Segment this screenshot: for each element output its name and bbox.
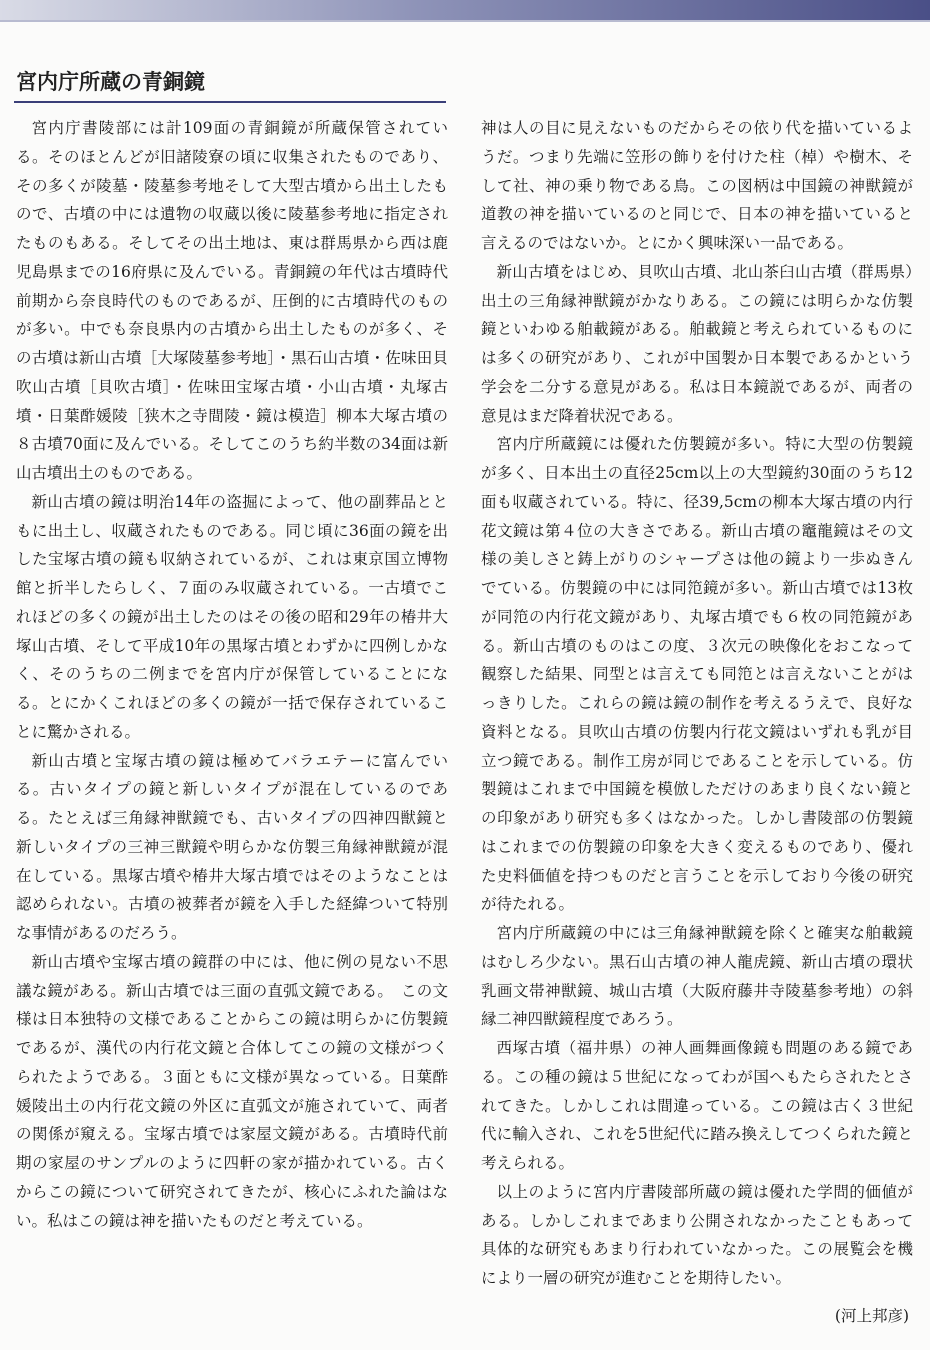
page-title: 宮内庁所蔵の青銅鏡 <box>16 70 205 94</box>
right-column <box>481 114 913 1293</box>
top-band-divider <box>0 20 930 22</box>
paragraph: 新山古墳をはじめ、貝吹山古墳、北山茶臼山古墳（群馬県）出土の三角縁神獣鏡がかなりある。この鏡には明らかな仿製鏡といわゆる舶載鏡がある。舶載鏡と考えられているものには多くの研究があり、これが中国製か日本製であるかという学会を二分する意見がある。私は日本鏡説であるが、両者の意見はまだ降着状況である。 <box>481 262 913 425</box>
paragraph: 新山古墳と宝塚古墳の鏡は極めてバラエテーに富んでいる。古いタイプの鏡と新しいタイプが混在しているのである。たとえば三角縁神獣鏡でも、古いタイプの四神四獣鏡と新しいタイプの三神三獣鏡や明らかな仿製三角縁神獣鏡が混在している。黒塚古墳や椿井大塚古墳ではそのようなことは認められない。古墳の被葬者が鏡を入手した経緯ついて特別な事情があるのだろう。 <box>16 751 448 942</box>
title-underline <box>14 101 446 103</box>
paragraph: 以上のように宮内庁書陵部所蔵の鏡は優れた学問的価値がある。しかしこれまであまり公開されなかったこともあって具体的な研究もあまり行われていなかった。この展覧会を機により一層の研究が進むことを期待したい。 <box>481 1182 913 1287</box>
top-decorative-band <box>0 0 930 20</box>
paragraph: 新山古墳や宝塚古墳の鏡群の中には、他に例の見ない不思議な鏡がある。新山古墳では三面の直弧文鏡である。 この文様は日本独特の文様であることからこの鏡は明らかに仿製鏡であるが、漢代の内行花文鏡と合体してこの鏡の文様がつくられたようである。３面ともに文様が異なっている。日葉酢媛陵出土の内行花文鏡の外区に直弧文が施されていて、両者の関係が窺える。宝塚古墳では家屋文鏡がある。古墳時代前期の家屋のサンプルのように四軒の家が描かれている。古くからこの鏡について研究されてきたが、核心にふれた論はない。私はこの鏡は神を描いたものだと考えている。 <box>16 952 448 1230</box>
author-credit: (河上邦彦) <box>834 1307 909 1325</box>
left-column <box>16 114 448 1235</box>
paragraph: 宮内庁所蔵鏡の中には三角縁神獣鏡を除くと確実な舶載鏡はむしろ少ない。黒石山古墳の神人龍虎鏡、新山古墳の環状乳画文帯神獣鏡、城山古墳（大阪府藤井寺陵墓参考地）の斜縁二神四獣鏡程度であろう。 <box>481 924 913 1029</box>
paragraph: 西塚古墳（福井県）の神人画舞画像鏡も問題のある鏡である。この種の鏡は５世紀になってわが国へもたらされたとされてきた。しかしこれは間違っている。この鏡は古く３世紀代に輸入され、これを5世紀代に踏み換えしてつくられた鏡と考えられる。 <box>481 1039 913 1172</box>
paragraph: 新山古墳の鏡は明治14年の盗掘によって、他の副葬品とともに出土し、収蔵されたものである。同じ頃に36面の鏡を出した宝塚古墳の鏡も収納されているが、これは東京国立博物館と折半したらしく、７面のみ収蔵されている。一古墳でこれほどの多くの鏡が出土したのはその後の昭和29年の椿井大塚山古墳、そして平成10年の黒塚古墳とわずかに四例しかなく、そのうちの二例までを宮内庁が保管していることになる。とにかくこれほどの多くの鏡が一括で保存されていることに驚かされる。 <box>16 492 448 741</box>
paragraph-continuation: 神は人の目に見えないものだからその依り代を描いているようだ。つまり先端に笠形の飾りを付けた柱（棹）や樹木、そして社、神の乗り物である鳥。この図柄は中国鏡の神獣鏡が道教の神を描いているのと同じで、日本の神を描いていると言えるのではないか。とにかく興味深い一品である。 <box>481 119 913 252</box>
paragraph: 宮内庁所蔵鏡には優れた仿製鏡が多い。特に大型の仿製鏡が多く、日本出土の直径25cm以上の大型鏡約30面のうち12面も収蔵されている。特に、径39,5cmの柳本大塚古墳の内行花文鏡は第４位の大きさである。新山古墳の竈龍鏡はその文様の美しさと鋳上がりのシャープさは他の鏡より一歩ぬきんでている。仿製鏡の中には同笵鏡が多い。新山古墳では13枚が同笵の内行花文鏡があり、丸塚古墳でも６枚の同笵鏡がある。新山古墳のものはこの度、３次元の映像化をおこなって観察した結果、同型とは言えても同笵とは言えないことがはっきりした。これらの鏡は鏡の制作を考えるうえで、良好な資料となる。貝吹山古墳の仿製内行花文鏡はいずれも乳が目立つ鏡である。制作工房が同じであることを示している。仿製鏡はこれまで中国鏡を模倣しただけのあまり良くない鏡との印象があり研究も多くはなかった。しかし書陵部の仿製鏡はこれまでの仿製鏡の印象を大きく変えるものであり、優れた史料価値を持つものだと言うことを示しており今後の研究が待たれる。 <box>481 435 913 914</box>
paragraph: 宮内庁書陵部には計109面の青銅鏡が所蔵保管されている。そのほとんどが旧諸陵寮の頃に収集されたものであり、その多くが陵墓・陵墓参考地そして大型古墳から出土したもので、古墳の中には遺物の収蔵以後に陵墓参考地に指定されたものもある。そしてその出土地は、東は群馬県から西は鹿児島県までの16府県に及んでいる。青銅鏡の年代は古墳時代前期から奈良時代のものであるが、圧倒的に古墳時代のものが多い。中でも奈良県内の古墳から出土したものが多く、その古墳は新山古墳［大塚陵墓参考地］・黒石山古墳・佐味田貝吹山古墳［貝吹古墳］・佐味田宝塚古墳・小山古墳・丸塚古墳・日葉酢媛陵［狭木之寺間陵・鏡は模造］柳本大塚古墳の８古墳70面に及んでいる。そしてこのうち約半数の34面は新山古墳出土のものである。 <box>16 119 448 482</box>
